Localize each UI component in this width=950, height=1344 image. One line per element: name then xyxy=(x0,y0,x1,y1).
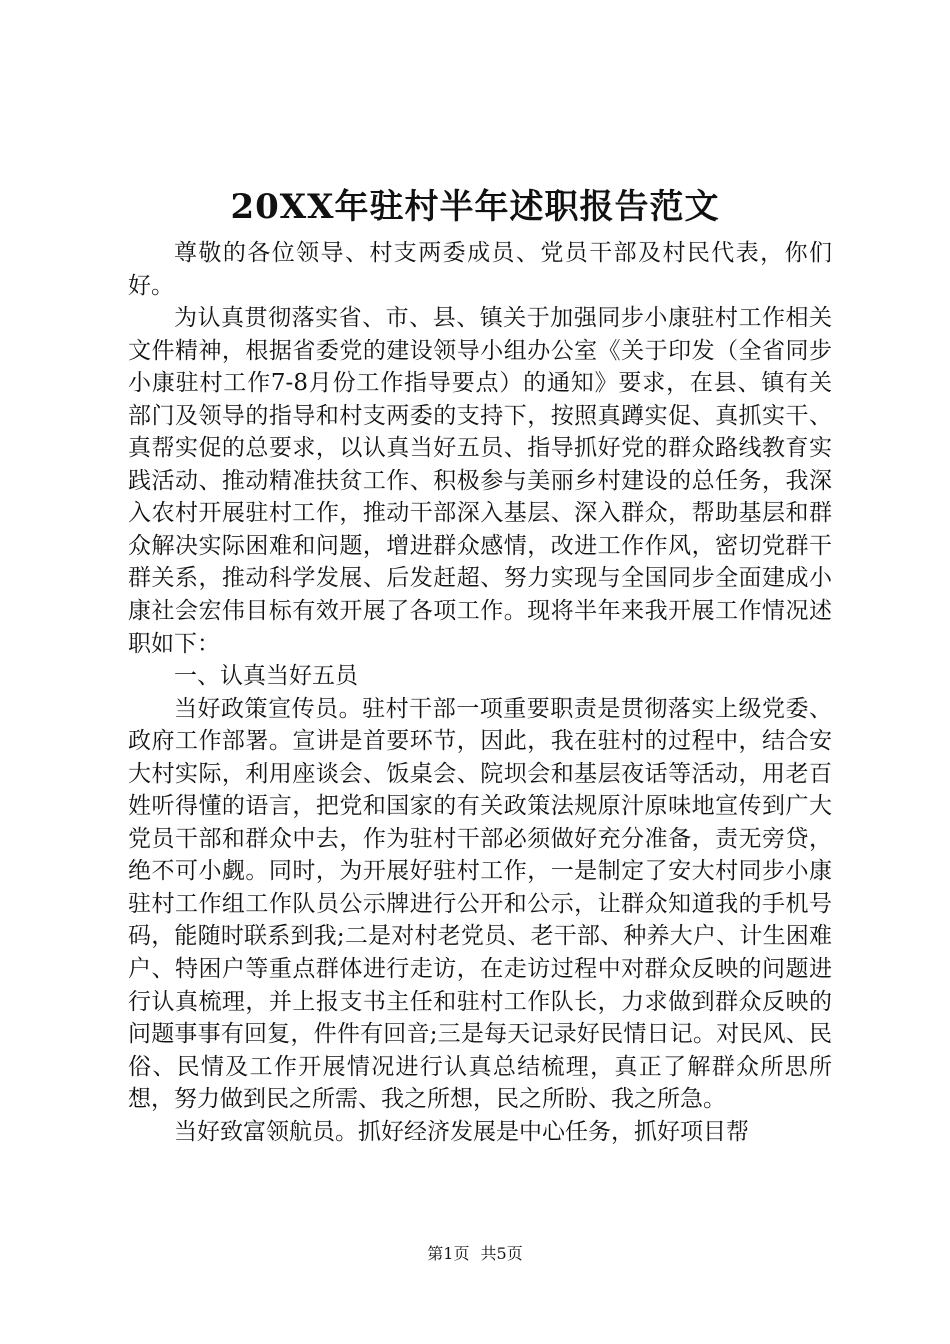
page-total: 共5页 xyxy=(480,1244,523,1263)
page-number: 第1页 xyxy=(427,1244,470,1263)
paragraph-policy-promoter: 当好政策宣传员。驻村干部一项重要职责是贯彻落实上级党委、政府工作部署。宣讲是首要环节，因此，我在驻村的过程中，结合安大村实际，利用座谈会、饭桌会、院坝会和基层夜话等活动，用老百姓听得懂的语言，把党和国家的有关政策法规原汁原味地宣传到广大党员干部和群众中去，作为驻村干部必须做好充分准备，责无旁贷，绝不可小觑。同时，为开展好驻村工作，一是制定了安大村同步小康驻村工作组工作队员公示牌进行公开和公示，让群众知道我的手机号码，能随时联系到我;二是对村老党员、老干部、种养大户、计生困难户、特困户等重点群体进行走访，在走访过程中对群众反映的问题进行认真梳理，并上报支书主任和驻村工作队长，力求做到群众反映的问题事事有回复，件件有回音;三是每天记录好民情日记。对民风、民俗、民情及工作开展情况进行认真总结梳理，真正了解群众所思所想，努力做到民之所需、我之所想，民之所盼、我之所急。 xyxy=(128,695,832,1113)
section-heading: 一、认真当好五员 xyxy=(174,663,358,690)
page-footer xyxy=(0,1243,950,1265)
paragraph-greeting: 尊敬的各位领导、村支两委成员、党员干部及村民代表，你们好。 xyxy=(128,240,832,299)
document-title: 20XX年驻村半年述职报告范文 xyxy=(230,187,720,227)
document-body xyxy=(128,237,832,1148)
paragraph-wealth-leader: 当好致富领航员。抓好经济发展是中心任务，抓好项目帮 xyxy=(174,1118,749,1145)
paragraph-intro: 为认真贯彻落实省、市、县、镇关于加强同步小康驻村工作相关文件精神，根据省委党的建设领导小组办公室《关于印发（全省同步小康驻村工作7-8月份工作指导要点）的通知》要求，在县、镇有关部门及领导的指导和村支两委的支持下，按照真蹲实促、真抓实干、真帮实促的总要求，以认真当好五员、指导抓好党的群众路线教育实践活动、推动精准扶贫工作、积极参与美丽乡村建设的总任务，我深入农村开展驻村工作，推动干部深入基层、深入群众，帮助基层和群众解决实际困难和问题，增进群众感情，改进工作作风，密切党群干群关系，推动科学发展、后发赶超、努力实现与全国同步全面建成小康社会宏伟目标有效开展了各项工作。现将半年来我开展工作情况述职如下： xyxy=(128,305,832,657)
